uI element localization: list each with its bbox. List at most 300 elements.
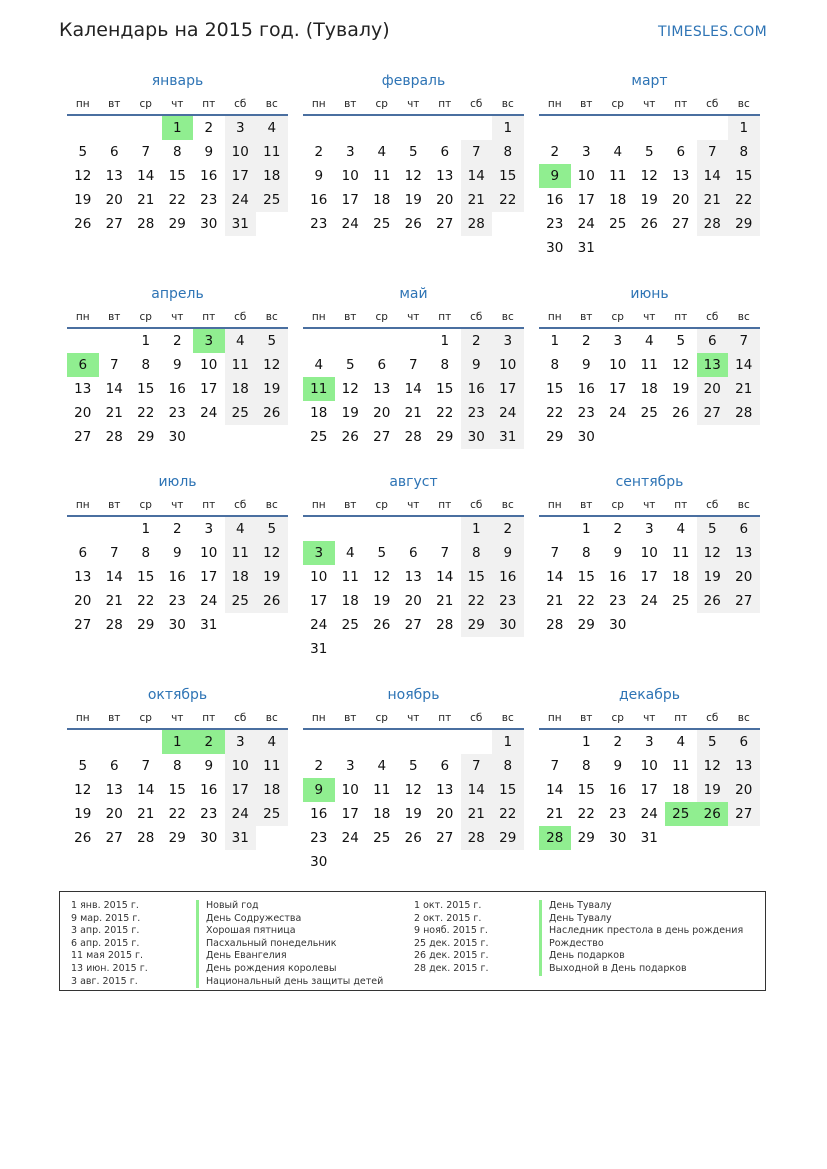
month-calendar — [539, 686, 760, 850]
day-cell: 25 — [310, 429, 328, 445]
weekend-day-cell: 7 — [461, 754, 493, 778]
day-cell: 7 — [109, 357, 119, 373]
day-cell: 25 — [609, 216, 627, 232]
weekend-day-cell: 5 — [697, 517, 729, 541]
day-cell: 8 — [440, 357, 450, 373]
empty-cell — [130, 730, 162, 754]
weekday-label: ср — [139, 499, 152, 511]
weekend-day-cell: 18 — [256, 778, 288, 802]
day-cell: 7 — [408, 357, 418, 373]
weekday-label: сб — [234, 712, 247, 724]
day-cell: 14 — [137, 782, 155, 798]
holiday-day-cell: 1 — [162, 730, 194, 754]
day-cell: 24 — [609, 405, 627, 421]
days-grid — [539, 517, 760, 637]
day-cell: 9 — [613, 545, 623, 561]
day-cell: 11 — [373, 168, 391, 184]
days-grid — [539, 329, 760, 449]
weekend-day-cell: 31 — [492, 425, 524, 449]
day-cell: 17 — [640, 569, 658, 585]
day-cell: 28 — [105, 429, 123, 445]
day-cell: 29 — [436, 429, 454, 445]
day-cell: 7 — [141, 758, 151, 774]
weekday-label: чт — [643, 712, 656, 724]
day-cell: 27 — [404, 617, 422, 633]
days-grid — [303, 517, 524, 661]
holiday-day-cell: 9 — [303, 778, 335, 802]
weekend-day-cell: 27 — [728, 589, 760, 613]
empty-cell — [335, 517, 367, 541]
weekday-label: ср — [139, 98, 152, 110]
weekend-day-cell: 18 — [256, 164, 288, 188]
weekday-label: вс — [737, 98, 750, 110]
day-cell: 24 — [640, 593, 658, 609]
empty-cell — [366, 116, 398, 140]
day-cell: 17 — [341, 806, 359, 822]
day-cell: 22 — [577, 806, 595, 822]
weekend-day-cell: 11 — [225, 353, 257, 377]
weekday-label: вс — [265, 311, 278, 323]
day-cell: 15 — [577, 569, 595, 585]
day-cell: 3 — [644, 521, 654, 537]
weekday-header — [303, 711, 524, 730]
weekend-day-cell: 7 — [461, 140, 493, 164]
day-cell: 20 — [436, 192, 454, 208]
day-cell: 25 — [341, 617, 359, 633]
empty-cell — [303, 517, 335, 541]
day-cell: 12 — [74, 168, 92, 184]
day-cell: 17 — [341, 192, 359, 208]
days-grid — [303, 329, 524, 449]
empty-cell — [99, 517, 131, 541]
weekday-header — [539, 97, 760, 116]
day-cell: 19 — [74, 806, 92, 822]
weekend-day-cell: 1 — [728, 116, 760, 140]
day-cell: 6 — [78, 545, 88, 561]
day-cell: 16 — [609, 569, 627, 585]
weekend-day-cell: 15 — [492, 164, 524, 188]
day-cell: 28 — [546, 617, 564, 633]
day-cell: 22 — [577, 593, 595, 609]
weekday-header — [303, 498, 524, 517]
weekday-label: чт — [407, 311, 420, 323]
day-cell: 25 — [672, 593, 690, 609]
day-cell: 25 — [640, 405, 658, 421]
day-cell: 8 — [581, 758, 591, 774]
weekday-label: ср — [611, 499, 624, 511]
weekend-day-cell: 24 — [225, 802, 257, 826]
day-cell: 7 — [440, 545, 450, 561]
legend-date: 9 нояб. 2015 г. — [414, 925, 488, 937]
weekend-day-cell: 12 — [256, 541, 288, 565]
month-name: май — [399, 286, 428, 302]
weekday-label: ср — [375, 712, 388, 724]
weekend-day-cell: 22 — [461, 589, 493, 613]
weekend-day-cell: 1 — [461, 517, 493, 541]
day-cell: 22 — [546, 405, 564, 421]
month-name: март — [631, 73, 668, 89]
day-cell: 1 — [581, 521, 591, 537]
holiday-day-cell: 1 — [162, 116, 194, 140]
day-cell: 3 — [345, 758, 355, 774]
day-cell: 11 — [672, 758, 690, 774]
day-cell: 3 — [345, 144, 355, 160]
holiday-day-cell: 13 — [697, 353, 729, 377]
day-cell: 2 — [581, 333, 591, 349]
empty-cell — [335, 730, 367, 754]
weekend-day-cell: 19 — [256, 377, 288, 401]
weekday-label: сб — [706, 311, 719, 323]
site-link[interactable]: TIMESLES.COM — [658, 24, 767, 40]
day-cell: 17 — [609, 381, 627, 397]
day-cell: 6 — [408, 545, 418, 561]
legend-holiday-name: День Тувалу — [539, 900, 612, 913]
weekend-day-cell: 1 — [492, 730, 524, 754]
days-grid — [67, 730, 288, 850]
weekday-header — [67, 711, 288, 730]
weekend-day-cell: 23 — [492, 589, 524, 613]
empty-cell — [461, 116, 493, 140]
legend-holiday-name: Хорошая пятница — [196, 925, 296, 938]
day-cell: 6 — [109, 758, 119, 774]
weekend-day-cell: 20 — [728, 565, 760, 589]
empty-cell — [398, 116, 430, 140]
day-cell: 16 — [546, 192, 564, 208]
day-cell: 13 — [105, 782, 123, 798]
day-cell: 29 — [577, 830, 595, 846]
weekday-label: вс — [265, 712, 278, 724]
weekday-label: ср — [375, 98, 388, 110]
day-cell: 18 — [672, 782, 690, 798]
day-cell: 5 — [377, 545, 387, 561]
weekday-label: вт — [108, 499, 121, 511]
day-cell: 10 — [609, 357, 627, 373]
month-calendar — [303, 686, 524, 874]
weekend-day-cell: 28 — [461, 212, 493, 236]
legend-holiday-name: Наследник престола в день рождения — [539, 925, 743, 938]
day-cell: 9 — [172, 545, 182, 561]
day-cell: 3 — [204, 521, 214, 537]
weekend-day-cell: 30 — [461, 425, 493, 449]
day-cell: 12 — [373, 569, 391, 585]
day-cell: 18 — [373, 192, 391, 208]
month-calendar — [539, 72, 760, 260]
weekday-label: ср — [375, 311, 388, 323]
day-cell: 18 — [672, 569, 690, 585]
day-cell: 30 — [200, 830, 218, 846]
weekday-label: пт — [674, 712, 688, 724]
weekend-day-cell: 24 — [492, 401, 524, 425]
day-cell: 13 — [74, 569, 92, 585]
day-cell: 16 — [310, 192, 328, 208]
weekend-day-cell: 21 — [697, 188, 729, 212]
weekend-day-cell: 10 — [225, 754, 257, 778]
weekday-header — [539, 711, 760, 730]
weekend-day-cell: 28 — [461, 826, 493, 850]
day-cell: 9 — [172, 357, 182, 373]
day-cell: 18 — [373, 806, 391, 822]
weekday-label: ср — [611, 712, 624, 724]
day-cell: 26 — [341, 429, 359, 445]
holiday-day-cell: 9 — [539, 164, 571, 188]
day-cell: 9 — [581, 357, 591, 373]
day-cell: 29 — [168, 830, 186, 846]
weekend-day-cell: 21 — [461, 188, 493, 212]
day-cell: 8 — [172, 758, 182, 774]
day-cell: 13 — [105, 168, 123, 184]
weekday-header — [67, 498, 288, 517]
day-cell: 27 — [672, 216, 690, 232]
weekend-day-cell: 15 — [492, 778, 524, 802]
day-cell: 7 — [109, 545, 119, 561]
weekend-day-cell: 4 — [256, 116, 288, 140]
day-cell: 27 — [436, 830, 454, 846]
day-cell: 2 — [172, 521, 182, 537]
day-cell: 30 — [577, 429, 595, 445]
month-name: октябрь — [147, 687, 208, 703]
day-cell: 24 — [310, 617, 328, 633]
weekend-day-cell: 23 — [461, 401, 493, 425]
weekend-day-cell: 19 — [697, 565, 729, 589]
legend-holiday-name: День Содружества — [196, 913, 301, 926]
day-cell: 12 — [672, 357, 690, 373]
day-cell: 13 — [436, 168, 454, 184]
weekday-label: пт — [202, 499, 216, 511]
day-cell: 7 — [141, 144, 151, 160]
legend-date: 6 апр. 2015 г. — [71, 937, 140, 949]
weekday-header — [303, 97, 524, 116]
weekend-day-cell: 21 — [728, 377, 760, 401]
day-cell: 5 — [78, 144, 88, 160]
day-cell: 4 — [644, 333, 654, 349]
day-cell: 24 — [577, 216, 595, 232]
day-cell: 31 — [577, 240, 595, 256]
holiday-day-cell: 25 — [665, 802, 697, 826]
weekday-label: пн — [311, 499, 326, 511]
weekend-day-cell: 2 — [492, 517, 524, 541]
day-cell: 14 — [105, 381, 123, 397]
empty-cell — [461, 730, 493, 754]
day-cell: 27 — [436, 216, 454, 232]
day-cell: 15 — [137, 381, 155, 397]
day-cell: 4 — [676, 521, 686, 537]
empty-cell — [539, 517, 571, 541]
day-cell: 18 — [609, 192, 627, 208]
weekday-label: пт — [202, 712, 216, 724]
day-cell: 3 — [613, 333, 623, 349]
day-cell: 6 — [440, 758, 450, 774]
legend-holiday-name: Новый год — [196, 900, 259, 913]
day-cell: 15 — [168, 782, 186, 798]
empty-cell — [398, 730, 430, 754]
day-cell: 12 — [404, 782, 422, 798]
weekday-label: чт — [407, 712, 420, 724]
day-cell: 8 — [141, 545, 151, 561]
day-cell: 26 — [672, 405, 690, 421]
month-calendar — [539, 473, 760, 637]
day-cell: 4 — [676, 734, 686, 750]
empty-cell — [634, 116, 666, 140]
empty-cell — [539, 116, 571, 140]
day-cell: 10 — [341, 168, 359, 184]
day-cell: 18 — [310, 405, 328, 421]
month-name: июль — [158, 474, 197, 490]
weekend-day-cell: 5 — [256, 517, 288, 541]
weekend-day-cell: 8 — [492, 140, 524, 164]
weekday-label: пн — [311, 311, 326, 323]
weekend-day-cell: 22 — [492, 802, 524, 826]
holiday-day-cell: 3 — [193, 329, 225, 353]
day-cell: 10 — [341, 782, 359, 798]
day-cell: 4 — [377, 144, 387, 160]
day-cell: 23 — [609, 593, 627, 609]
weekday-label: сб — [234, 499, 247, 511]
empty-cell — [429, 517, 461, 541]
empty-cell — [429, 116, 461, 140]
month-calendar — [303, 72, 524, 236]
weekend-day-cell: 9 — [461, 353, 493, 377]
day-cell: 2 — [550, 144, 560, 160]
weekday-label: пн — [75, 311, 90, 323]
weekend-day-cell: 4 — [256, 730, 288, 754]
day-cell: 23 — [200, 192, 218, 208]
empty-cell — [99, 730, 131, 754]
day-cell: 24 — [200, 405, 218, 421]
weekday-label: вт — [580, 98, 593, 110]
day-cell: 2 — [613, 521, 623, 537]
day-cell: 10 — [200, 357, 218, 373]
day-cell: 24 — [341, 216, 359, 232]
weekday-label: пн — [75, 98, 90, 110]
day-cell: 21 — [436, 593, 454, 609]
empty-cell — [99, 116, 131, 140]
day-cell: 23 — [168, 593, 186, 609]
weekend-day-cell: 14 — [697, 164, 729, 188]
day-cell: 31 — [310, 641, 328, 657]
legend-date: 3 апр. 2015 г. — [71, 925, 140, 937]
day-cell: 8 — [141, 357, 151, 373]
legend-date: 1 окт. 2015 г. — [414, 900, 482, 911]
empty-cell — [602, 116, 634, 140]
weekday-label: ср — [139, 712, 152, 724]
weekend-day-cell: 17 — [225, 164, 257, 188]
weekday-label: ср — [375, 499, 388, 511]
weekend-day-cell: 15 — [461, 565, 493, 589]
weekend-day-cell: 12 — [697, 754, 729, 778]
weekday-label: пн — [311, 98, 326, 110]
weekday-header — [67, 310, 288, 329]
empty-cell — [130, 116, 162, 140]
day-cell: 4 — [314, 357, 324, 373]
month-name: июнь — [630, 286, 669, 302]
day-cell: 11 — [373, 782, 391, 798]
weekend-day-cell: 28 — [728, 401, 760, 425]
weekday-label: вс — [501, 98, 514, 110]
day-cell: 19 — [373, 593, 391, 609]
day-cell: 9 — [613, 758, 623, 774]
weekday-label: сб — [470, 712, 483, 724]
weekend-day-cell: 27 — [728, 802, 760, 826]
weekend-day-cell: 20 — [697, 377, 729, 401]
day-cell: 23 — [546, 216, 564, 232]
day-cell: 14 — [105, 569, 123, 585]
day-cell: 12 — [74, 782, 92, 798]
day-cell: 4 — [345, 545, 355, 561]
day-cell: 30 — [546, 240, 564, 256]
weekend-day-cell: 19 — [256, 565, 288, 589]
weekend-day-cell: 30 — [492, 613, 524, 637]
day-cell: 30 — [200, 216, 218, 232]
weekend-day-cell: 4 — [225, 517, 257, 541]
weekend-day-cell: 15 — [728, 164, 760, 188]
day-cell: 18 — [341, 593, 359, 609]
day-cell: 11 — [341, 569, 359, 585]
empty-cell — [398, 517, 430, 541]
weekday-label: вс — [737, 712, 750, 724]
weekday-label: чт — [643, 311, 656, 323]
weekday-label: пт — [674, 98, 688, 110]
weekend-day-cell: 29 — [461, 613, 493, 637]
day-cell: 13 — [373, 381, 391, 397]
page-title: Календарь на 2015 год. (Тувалу) — [59, 19, 390, 41]
day-cell: 15 — [436, 381, 454, 397]
empty-cell — [67, 730, 99, 754]
weekend-day-cell: 26 — [697, 589, 729, 613]
legend-date: 13 июн. 2015 г. — [71, 962, 148, 974]
weekday-label: пт — [674, 499, 688, 511]
weekend-day-cell: 11 — [256, 754, 288, 778]
weekend-day-cell: 14 — [461, 164, 493, 188]
day-cell: 25 — [373, 216, 391, 232]
weekday-header — [539, 310, 760, 329]
weekday-label: пн — [547, 712, 562, 724]
day-cell: 8 — [550, 357, 560, 373]
day-cell: 16 — [310, 806, 328, 822]
weekday-label: сб — [234, 98, 247, 110]
weekend-day-cell: 25 — [225, 401, 257, 425]
weekday-label: вс — [265, 98, 278, 110]
day-cell: 17 — [577, 192, 595, 208]
day-cell: 1 — [141, 521, 151, 537]
weekday-header — [539, 498, 760, 517]
day-cell: 24 — [341, 830, 359, 846]
days-grid — [539, 730, 760, 850]
legend-date: 11 мая 2015 г. — [71, 950, 144, 962]
weekend-day-cell: 7 — [697, 140, 729, 164]
weekday-label: вс — [737, 499, 750, 511]
day-cell: 12 — [341, 381, 359, 397]
day-cell: 10 — [200, 545, 218, 561]
days-grid — [67, 517, 288, 637]
empty-cell — [335, 116, 367, 140]
day-cell: 2 — [613, 734, 623, 750]
day-cell: 7 — [550, 545, 560, 561]
empty-cell — [99, 329, 131, 353]
day-cell: 22 — [168, 806, 186, 822]
day-cell: 20 — [436, 806, 454, 822]
day-cell: 10 — [640, 545, 658, 561]
day-cell: 31 — [640, 830, 658, 846]
weekday-label: пн — [75, 499, 90, 511]
weekend-day-cell: 3 — [225, 730, 257, 754]
legend-holiday-name: День подарков — [539, 950, 625, 963]
day-cell: 8 — [581, 545, 591, 561]
weekend-day-cell: 7 — [728, 329, 760, 353]
day-cell: 28 — [137, 216, 155, 232]
day-cell: 2 — [172, 333, 182, 349]
legend-holiday-name: День Тувалу — [539, 913, 612, 926]
empty-cell — [67, 517, 99, 541]
